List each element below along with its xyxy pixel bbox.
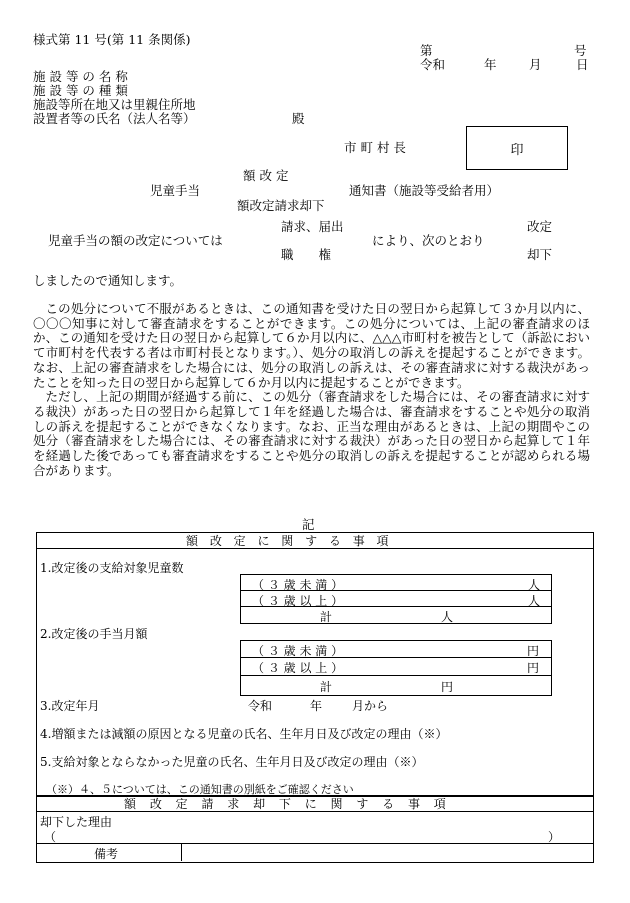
appeal-notice xyxy=(33,302,590,478)
revision-year: 年 xyxy=(310,699,323,713)
facility-name-label: 施 設 等 の 名 称 xyxy=(33,69,128,84)
allowance-total-unit: 円 xyxy=(441,680,454,694)
date-year: 年 xyxy=(484,57,497,72)
child-over3-label: （ ３ 歳 以 上 ） xyxy=(252,594,344,608)
allowance-total-label: 計 xyxy=(320,680,333,694)
rejection-table-header: 額 改 定 請 求 却 下 に 関 す る 事 項 xyxy=(124,797,451,811)
title-option-revision: 額 改 定 xyxy=(243,168,289,183)
option-reject: 却下 xyxy=(527,247,553,262)
revision-era: 令和 xyxy=(248,699,273,713)
appeal-notice-p1: この処分について不服があるときは、この通知書を受けた日の翌日から起算して３か月以内に、〇〇〇知事に対して審査請求をすることができます。この処分については、上記の審査請求のほか、この通知を受けた日の翌日から起算して６か月以内に、△△△市町村を被告として（訴訟において市町村を代表する者は市町村長となります。）、処分の取消しの訴えを提起することができます。なお、上記の審査請求をした場合には、処分の取消しの訴えは、その審査請求に対する裁決があったことを知った日の翌日から起算して６か月以内に提起することができます。 xyxy=(33,301,590,390)
honorific: 殿 xyxy=(292,111,305,126)
sentence-end: しましたので通知します。 xyxy=(33,273,183,288)
remarks-label: 備考 xyxy=(94,847,119,861)
mayor-title: 市 町 村 長 xyxy=(344,140,406,155)
option-ex-officio: 職 権 xyxy=(281,247,332,262)
child-over3-unit: 人 xyxy=(528,594,541,608)
date-day: 日 xyxy=(576,57,589,72)
ki-heading: 記 xyxy=(302,517,315,532)
reason-paren-close: ） xyxy=(548,830,561,844)
allowance-over3-unit: 円 xyxy=(527,661,540,675)
item4-label: 4.増額または減額の原因となる児童の氏名、生年月日及び改定の理由（※） xyxy=(40,727,448,741)
facility-address-label: 施設等所在地又は里親住所地 xyxy=(33,97,196,112)
child-total-unit: 人 xyxy=(441,610,454,624)
title-prefix: 児童手当 xyxy=(150,183,201,198)
revision-month: 月から xyxy=(352,699,389,713)
title-option-rejection: 額改定請求却下 xyxy=(237,198,325,213)
item3-label: 3.改定年月 xyxy=(40,699,100,713)
item2-label: 2.改定後の手当月額 xyxy=(40,627,148,641)
rejection-reason-label: 却下した理由 xyxy=(40,815,113,829)
option-request: 請求、届出 xyxy=(281,219,344,234)
child-under3-unit: 人 xyxy=(528,578,541,592)
seal-box xyxy=(466,126,568,170)
founder-name-label: 設置者等の氏名（法人名等） xyxy=(33,111,196,126)
sentence-mid: により、次のとおり xyxy=(372,233,485,248)
item5-label: 5.支給対象とならなかった児童の氏名、生年月日及び改定の理由（※） xyxy=(40,755,424,769)
appeal-notice-p2: ただし、上記の期間が経過する前に、この処分（審査請求をした場合には、その審査請求に対する裁決）があった日の翌日から起算して１年を経過した場合は、審査請求をすることや処分の取消しの訴えを提起することができなくなります。なお、正当な理由があるときは、上記の期間やこの処分（審査請求をした場合には、その審査請求に対する裁決）があった日の翌日から起算して１年を経過した後であっても審査請求をすることや処分の取消しの訴えを提起することが認められる場合があります。 xyxy=(33,389,590,478)
reason-paren-open: （ xyxy=(44,830,57,844)
sentence-lead: 児童手当の額の改定については xyxy=(48,233,223,248)
table-note: （※）４、５については、この通知書の別紙をご確認ください xyxy=(46,783,354,796)
allowance-over3-label: （ ３ 歳 以 上 ） xyxy=(252,661,344,675)
child-under3-label: （ ３ 歳 未 満 ） xyxy=(252,578,344,592)
child-total-label: 計 xyxy=(320,610,333,624)
revision-table-header: 額 改 定 に 関 す る 事 項 xyxy=(186,534,393,548)
doc-number-label: 第 xyxy=(420,43,433,58)
date-era: 令和 xyxy=(420,57,446,72)
option-revise: 改定 xyxy=(527,219,553,234)
item1-label: 1.改定後の支給対象児童数 xyxy=(40,561,184,575)
facility-type-label: 施 設 等 の 種 類 xyxy=(33,83,128,98)
doc-number-suffix: 号 xyxy=(574,43,587,58)
title-suffix: 通知書（施設等受給者用） xyxy=(349,183,500,198)
allowance-under3-unit: 円 xyxy=(527,644,540,658)
allowance-under3-label: （ ３ 歳 未 満 ） xyxy=(252,644,344,658)
seal-text: 印 xyxy=(510,142,524,158)
form-number: 様式第 11 号(第 11 条関係) xyxy=(33,32,191,47)
date-month: 月 xyxy=(529,57,542,72)
